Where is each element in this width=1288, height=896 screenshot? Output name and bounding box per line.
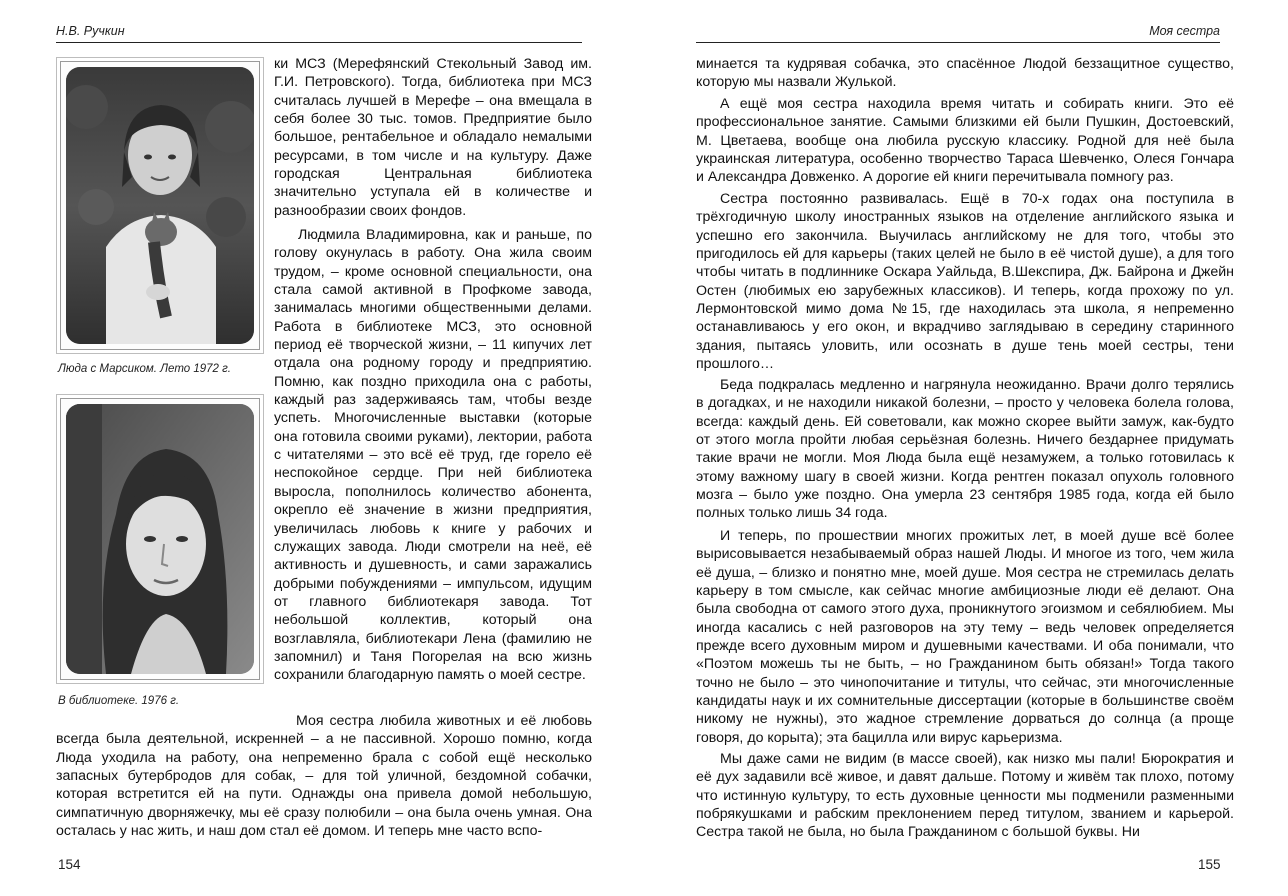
body-paragraph-3: Сестра постоянно развивалась. Ещё в 70-х годах она поступила в трёхгодичную школу иностранных языков на отделение английского языка и успешно его закончила. Выучилась английскому не для того, чтобы это пригодилось ей для карьеры (таких целей не было в её чистой душе), а для того чтобы читать в подлиннике Оскара Уайльда, В.Шекспира, Дж. Байрона и Джейн Остен (любимых ею зарубежных классиков). И теперь, когда прохожу по ул. Лермонтовской мимо дома №15, где находилась эта школа, я непременно останавливаюсь у его окон, и вкрадчиво заглядываю в середину старинного здания, пытаясь уловить, или осознать в душе тень моей сестры, тени прошлого… — [696, 191, 1234, 373]
photo-woman-portrait-icon — [66, 404, 254, 674]
body-paragraph-2: А ещё моя сестра находила время читать и собирать книги. Это её профессиональное занятие. Самыми близкими ей были Пушкин, Достоевский, М. Цветаева, вообще она любила русскую классику. Родной для неё была украинская литература, особенно творчество Тараса Шевченко, Олеся Гончара и Александра Довженко. А дорогие ей книги перечитывала помногу раз. — [696, 96, 1234, 186]
figure-caption-1: Люда с Марсиком. Лето 1972 г. — [58, 363, 232, 375]
running-header-title: Моя сестра — [1149, 24, 1220, 38]
page-number-left: 154 — [58, 857, 81, 872]
photo-frame-1 — [60, 61, 260, 350]
photo-girl-with-cat-icon — [66, 67, 254, 344]
body-paragraph-1: минается та кудрявая собачка, это спасённое Людой беззащитное существо, которую мы назвали Жулькой. — [696, 56, 1234, 91]
header-rule — [56, 42, 582, 43]
left-page — [0, 0, 640, 896]
body-paragraph-5: И теперь, по прошествии многих прожитых лет, в моей душе всё более вырисовывается незабываемый образ нашей Люды. И многое из того, чем жила её душа, – близко и понятно мне, моей душе. Моя сестра не стремилась делать карьеру в том смысле, как сейчас многие амбициозные люди её делают. Она была свободна от самого этого духа, проникнутого эгоизмом и себялюбием. Мы иногда касались с ней разговоров на эту тему – ведь человек определяется прежде всего духовным миром и душевными качествами. И оба понимали, что «Поэтом можешь ты не быть, – но Гражданином быть обязан!» Тогда такого точно не было – это чинопочитание и титулы, что сейчас, эти многочисленные кандидаты наук и их сомнительные диссертации (которые в большинстве своём никому не нужны), это жадное стремление дорваться до солнца (а проще говоря, до корыта); эта бацилла или вирус карьеризма. — [696, 528, 1234, 746]
full-width-paragraph: Моя сестра любила животных и её любовь всегда была деятельной, искренней – а не пассивной. Хорошо помню, когда Люда уходила на работу, она непременно брала с собой ещё несколько запасных бутербродов для собак, – для той уличной, бездомной собачки, которая встретится ей на пути. Однажды она привела домой небольшую, симпатичную дворняжечку, мы её сразу полюбили – она была очень умная. Она осталась у нас жить, и наш дом стал её домом. И теперь мне часто вспо- — [56, 713, 592, 840]
photo-frame-2 — [60, 398, 260, 680]
running-header-author: Н.В. Ручкин — [56, 24, 125, 38]
body-paragraph-6: Мы даже сами не видим (в массе своей), как низко мы пали! Бюрократия и её дух задавили всё живое, и давят дальше. Потому и живём так плохо, потому что истинную культуру, то есть духовные ценности мы подменили разменными побрякушками и рабским преклонением перед титулом, званием и карьерой. Сестра такой не была, но была Гражданином с большой буквы. Ни — [696, 751, 1234, 841]
column-paragraph-2: Людмила Владимировна, как и раньше, по голову окунулась в работу. Она жила своим трудом, – кроме основной специальности, она стала самой активной в Профкоме завода, занималась многими общественными делами. Работа в библиотеке МСЗ, это основной период её творческой жизни, – 11 кипучих лет отдала она родному городу и предприятию. Помню, как поздно приходила она с работы, каждый раз задерживаясь там, чтобы везде успеть. Многочисленные выставки (которые она готовила своими руками), лектории, работа с читателями – это всё её труд, где горело её неспокойное сердце. При ней библиотека выросла, пополнилось количество абонента, окрепло её значение в жизни предприятия, увеличилась любовь к книге у рабочих и служащих завода. Люди смотрели на неё, её активность и душевность, и сами заражались добрыми побуждениями – импульсом, идущим от главного библиотекаря завода. Тот небольшой коллектив, который она возглавляла, библиотекари Лена (фамилию не запомнил) и Таня Погорелая на всю жизнь сохранили благодарную память о моей сестре. — [274, 227, 592, 684]
page-number-right: 155 — [1198, 857, 1221, 872]
body-paragraph-4: Беда подкралась медленно и нагрянула неожиданно. Врачи долго терялись в догадках, и не находили никакой болезни, – просто у человека болела голова, всегда: каждый день. Ей советовали, как можно скорее выйти замуж, как-будто от этого могла пройти любая серьёзная болезнь. Ничего бездарнее придумать такие врачи не могли. Моя Люда была ещё незамужем, а только готовилась к этому важному шагу в своей жизни. Когда рентген показал опухоль головного мозга – было уже поздно. Она умерла 23 сентября 1985 года, когда ей было полных только лишь 34 года. — [696, 377, 1234, 522]
header-rule — [696, 42, 1220, 43]
book-gutter — [640, 0, 648, 896]
right-page — [648, 0, 1288, 896]
figure-caption-2: В библиотеке. 1976 г. — [58, 695, 180, 707]
column-paragraph-1: ки МСЗ (Мерефянский Стекольный Завод им. Г.И. Петровского). Тогда, библиотека при МСЗ считалась лучшей в Мерефе – она вмещала в себя более 30 тыс. томов. Предприятие было большое, рентабельное и обладало немалыми ресурсами, в том числе и на культуру. Даже городская Центральная библиотека значительно уступала ей в количестве и разнообразии своих фондов. — [274, 56, 592, 219]
